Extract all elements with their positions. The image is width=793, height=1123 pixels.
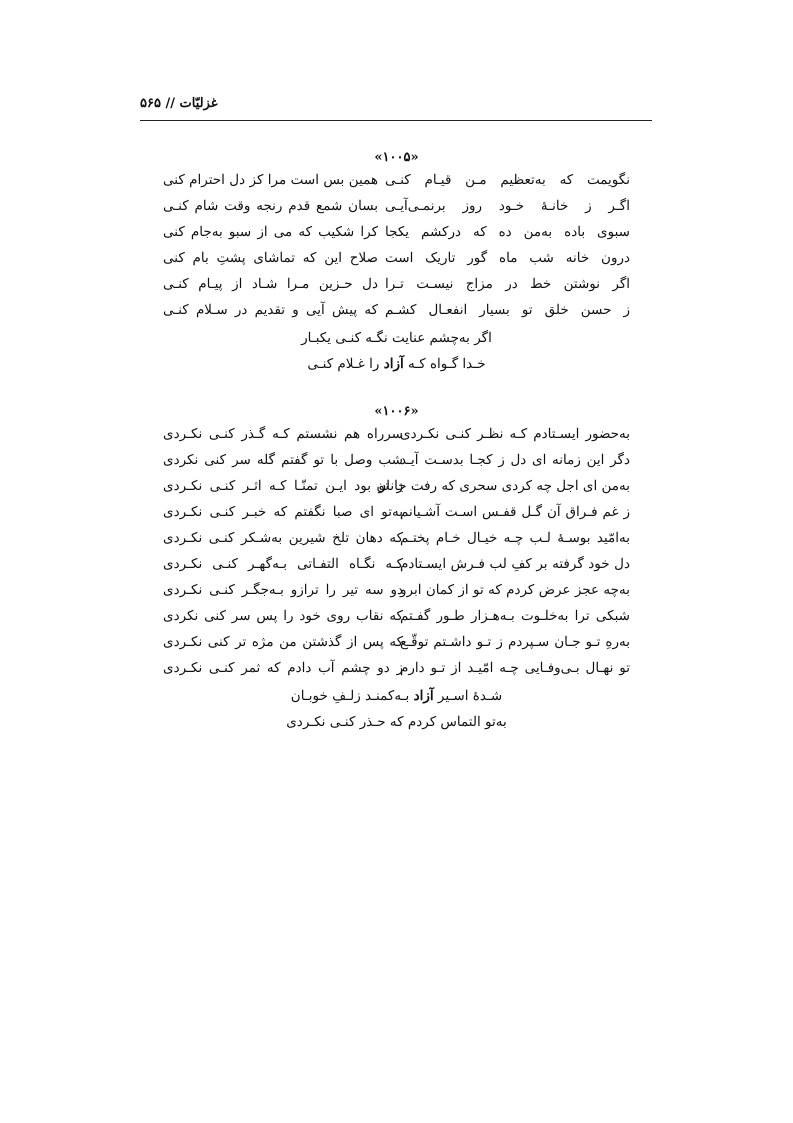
verse-hemistich-left: همین بس است مرا کز دل احترام کنی [163,172,378,188]
closing-line-2-start: خـدا گـواه کـه [403,356,486,372]
closing-line-2-end: را غـلام کنـی [307,356,384,372]
verse-hemistich-right: دل خود گرفته بر کفِ لب فـرش ایسـتادم [400,556,630,572]
closing-line-2 [0,354,793,374]
pen-name: آزاد [383,356,404,372]
verse-hemistich-right: اگر نوشتن خط در مزاج نیسـت تـرا [385,276,630,292]
verse-hemistich-left: که نقاب روی خود را پس سر کنی نکردی [163,608,403,624]
verse-hemistich-right: دگر این زمانه ای دل ز کجـا بدسـت آیـد [400,452,630,468]
closing-line-1: اگر به‌چشم عنایت نگـه کنـی یکبـار [301,330,492,346]
verse-hemistich-right: سبوی باده به‌من ده که درکشم یکجا [385,224,630,240]
verse-hemistich-right: به‌من ای اجل چه کردی سحری که رفت جانان [376,478,630,494]
verse-hemistich-left: به‌تو ای صبا نگفتم که خبـر کنـی نکـردی [163,504,403,520]
poem-number-1006: «۱۰۰۶» [374,404,419,419]
verse-hemistich-left: که پیش آیی و تقدیم در سـلام کنـی [163,302,378,318]
verse-hemistich-left: که دهان تلخ شیرین به‌شـکر کنـی نکـردی [163,530,403,546]
verse-hemistich-right: شبکی ترا به‌خلـوت بـه‌هـزار طـور گفـتم [400,608,630,624]
closing-line-2: به‌تو التماس کردم که حـذر کنـی نکـردی [286,714,507,730]
verse-hemistich-right: تو نهـال بـی‌وفـایی چـه امّیـد از تـو دارم [400,660,630,676]
closing-line-1-start: شـدهٔ اسـیر [433,688,503,704]
verse-hemistich-right: درون خانه شب ماه گور تاریک است [385,250,630,266]
closing-line-1-end: بـه‌کمنـد زلـفِ خوبـان [290,688,414,704]
verse-hemistich-left: ز دو چشم آب دادم که ثمر کنـی نکـردی [163,660,403,676]
poem-number-1005: «۱۰۰۵» [374,150,419,165]
pen-name: آزاد [413,688,434,704]
verse-hemistich-left: شب وصل با تو گفتم گله سر کنی نکردی [163,452,403,468]
verse-hemistich-right: به‌چه عجز عرض کردم که تو از کمان ابرو [400,582,630,598]
verse-hemistich-left: بسان شمع قدم رنجه وقت شام کنـی [163,198,378,214]
verse-hemistich-left: کرا شکیب که می از سبو به‌جام کنی [163,224,378,240]
verse-hemistich-left: صلاح این که تماشای پشتِ بام کنی [163,250,378,266]
verse-hemistich-right: ز حسن خلق تو بسیار انفعـال کشـم [385,302,630,318]
verse-hemistich-right: به‌حضور ایسـتادم کـه نظـر کنـی نکـردی [400,426,630,442]
closing-line-1 [0,686,793,706]
verse-hemistich-left: کـه نگـاه التفـاتی بـه‌گهـر کنـی نکـردی [163,556,403,572]
verse-hemistich-left: که پس از گذشتن من مژه تر کنی نکـردی [163,634,403,650]
page-header [140,92,652,121]
verse-hemistich-right: ز غم فـراق آن گـل قفـس اسـت آشـیانم [400,504,630,520]
verse-hemistich-left: ز تو بود ایـن تمنّـا کـه اثـر کنـی نکـردی [163,478,403,494]
running-head: غزلیّات // ۵۶۵ [140,96,218,111]
verse-hemistich-left: دل حـزین مـرا شـاد از پیـام کنـی [163,276,378,292]
verse-hemistich-left: دو سه تیر را ترازو بـه‌جگـر کنـی نکـردی [163,582,403,598]
verse-hemistich-right: به‌امّید بوسـهٔ لـب چـه خیـال خـام پختـم [400,530,630,546]
verse-hemistich-left: سرراه هم نشستم کـه گـذر کنـی نکـردی [163,426,403,442]
verse-hemistich-right: اگـر ز خانـهٔ خـود روز برنمـی‌آیـی [385,198,630,214]
verse-hemistich-right: به‌رهِ تـو جـان سـپردم ز تـو داشـتم توقّـع [400,634,630,650]
verse-hemistich-right: نگویمت که به‌تعظیم مـن قیـام کنـی [385,172,630,188]
